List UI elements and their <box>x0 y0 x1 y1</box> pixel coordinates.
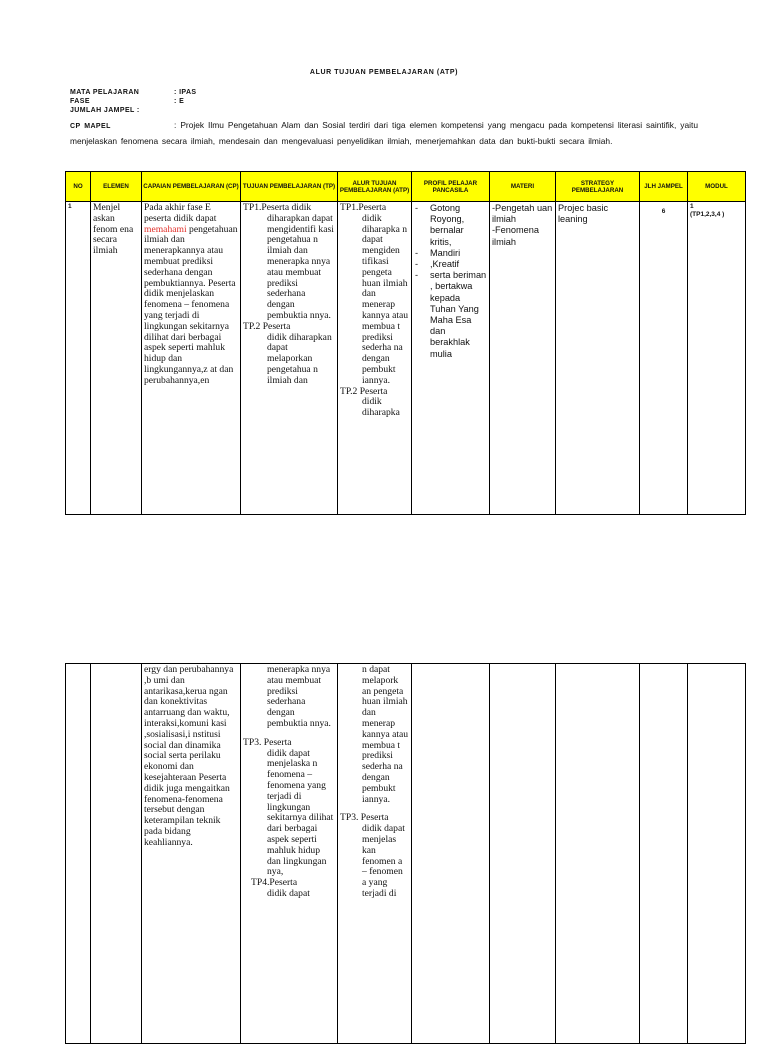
list-item <box>414 248 487 259</box>
header-materi: MATERI <box>490 172 556 202</box>
row2-tp <box>241 664 338 1044</box>
row2-atp <box>338 664 412 1044</box>
tp2-head: TP.2 Peserta <box>243 320 291 332</box>
meta-jampel <box>70 107 140 114</box>
header-jlh: JLH JAMPEL <box>640 172 688 202</box>
tp3-head: TP3. Peserta <box>243 736 292 748</box>
header-atp: ALUR TUJUAN PEMBELAJARAN (ATP) <box>338 172 412 202</box>
list-item <box>414 270 487 360</box>
tp1-head: TP1.Peserta didik <box>243 202 312 213</box>
row2-jlh <box>640 664 688 1044</box>
atp-table-page2 <box>65 663 746 1044</box>
header-tp: TUJUAN PEMBELAJARAN (TP) <box>241 172 338 202</box>
cp-text-a: Pada akhir fase E peserta didik dapat <box>144 202 217 224</box>
header-cp: CAPAIAN PEMBELAJARAN (CP) <box>142 172 241 202</box>
meta-fase-value: : E <box>174 98 185 105</box>
list-dash: - <box>415 259 419 270</box>
profil-list <box>414 203 487 360</box>
header-row <box>66 172 746 202</box>
atp1-head: TP1.Peserta <box>340 202 387 213</box>
atp3-body: didik dapat menjelas kan fenomen a – fenomen a yang terjadi di <box>362 823 405 899</box>
list-item-text: ,Kreatif <box>430 259 460 270</box>
header-no: NO <box>66 172 91 202</box>
row-elemen: Menjel askan fenom ena secara ilmiah <box>91 202 142 515</box>
list-dash: - <box>415 247 419 258</box>
row-tp <box>241 202 338 515</box>
tp4-body: didik dapat <box>267 887 310 899</box>
row-strategi: Projec basic leaning <box>556 202 640 515</box>
cp-text-highlight: memahami <box>144 223 187 235</box>
row-cp <box>142 202 241 515</box>
modul-2: (TP1,2,3,4 ) <box>690 211 725 218</box>
header-modul: MODUL <box>688 172 746 202</box>
tp-cont: menerapka nnya atau membuat prediksi sederhana dengan pembuktia nnya. <box>267 664 331 729</box>
atp-table-page1 <box>65 171 746 515</box>
tp1-body: diharapkan dapat mengidentifi kasi pengetahua n ilmiah dan menerapka nnya atau membuat prediksi sederhana dengan pembuktia nnya. <box>267 212 334 321</box>
meta-mapel-value: : IPAS <box>174 89 197 96</box>
table-row <box>66 664 746 1044</box>
cp-mapel-text: : Projek Ilmu Pengetahuan Alam dan Sosial terdiri dari tiga elemen kompetensi yang mengacu pada kompetensi literasi saintifik, yaitu menjelaskan fenomena secara ilmiah, mendesain dan mengevaluasi penyelidikan ilmiah, menerjemahkan data dan bukti-bukti secara ilmiah. <box>70 120 698 146</box>
atp2-body: didik diharapka <box>362 396 400 419</box>
row2-strategi <box>556 664 640 1044</box>
cp-mapel-key: CP MAPEL <box>70 123 111 130</box>
header-elemen: ELEMEN <box>91 172 142 202</box>
meta-mapel <box>70 89 197 96</box>
row-profil <box>412 202 490 515</box>
header-strategi: STRATEGY PEMBELAJARAN <box>556 172 640 202</box>
modul-1: 1 <box>690 203 694 210</box>
row-jlh: 6 <box>640 202 688 515</box>
meta-jampel-key: JUMLAH JAMPEL : <box>70 107 140 114</box>
list-dash: - <box>415 203 419 213</box>
tp4-head: TP4.Peserta <box>251 877 298 889</box>
row2-profil <box>412 664 490 1044</box>
header-profil: PROFIL PELAJAR PANCASILA <box>412 172 490 202</box>
list-dash: - <box>415 270 419 281</box>
list-item <box>414 203 487 248</box>
list-item-text: serta beriman , bertakwa kepada Tuhan Yang Maha Esa dan berakhlak mulia <box>430 270 487 359</box>
document-title: ALUR TUJUAN PEMBELAJARAN (ATP) <box>309 69 459 76</box>
row-atp <box>338 202 412 515</box>
atp2-head: TP.2 Peserta <box>340 385 388 397</box>
list-item-text: Gotong Royong, bernalar kritis, <box>430 203 465 247</box>
meta-fase-key: FASE <box>70 98 90 105</box>
materi-2: -Fenomena ilmiah <box>492 225 539 247</box>
row2-materi <box>490 664 556 1044</box>
tp2-body: didik diharapkan dapat melaporkan pengetahua n ilmiah dan <box>267 331 332 386</box>
meta-fase <box>70 98 184 105</box>
cp-mapel <box>70 118 698 149</box>
tp3-body: didik dapat menjelaska n fenomena – fenomena yang terjadi di lingkungan sekitarnya dilihat dari berbagai aspek seperti mahluk hidup dan lingkungan nya, <box>267 747 334 878</box>
materi-1: -Pengetah uan ilmiah <box>492 203 553 225</box>
table-row <box>66 202 746 515</box>
row2-no <box>66 664 91 1044</box>
row2-elemen <box>91 664 142 1044</box>
row-materi <box>490 202 556 515</box>
row-no: 1 <box>66 202 91 515</box>
atp3-head: TP3. Peserta <box>340 812 389 824</box>
cp-text-b: pengetahuan ilmiah dan menerapkannya atau membuat prediksi sederhana dengan pembuktiannya. Peserta didik menjelaskan fenomena – fenomena yang terjadi di lingkungan sekitarnya dilihat dari berbagai aspek seperti mahluk hidup dan lingkungannya,z at dan perubahannya,en <box>144 223 238 386</box>
atp1-body: didik diharapka n dapat mengiden tifikasi pengeta huan ilmiah dan menerap kannya atau membua t prediksi sederha na dengan pembukt iannya. <box>362 212 409 386</box>
row2-cp: ergy dan perubahannya ,b umi dan antarikasa,kerua ngan dan konektivitas antarruang dan waktu, interaksi,komuni kasi ,sosialisasi,i nstitusi social dan dinamika social serta perilaku ekonomi dan kesejahteraan Peserta didik juga mengaitkan fenomena-fenomena tersebut dengan keterampilan teknik pada bidang keahliannya. <box>142 664 241 1044</box>
meta-mapel-key: MATA PELAJARAN <box>70 89 140 96</box>
list-item-text: Mandiri <box>430 247 461 258</box>
row2-modul <box>688 664 746 1044</box>
atp-cont: n dapat melapork an pengeta huan ilmiah dan menerap kannya atau membua t prediksi sederha na dengan pembukt iannya. <box>362 664 409 805</box>
list-item <box>414 259 487 270</box>
row-modul <box>688 202 746 515</box>
